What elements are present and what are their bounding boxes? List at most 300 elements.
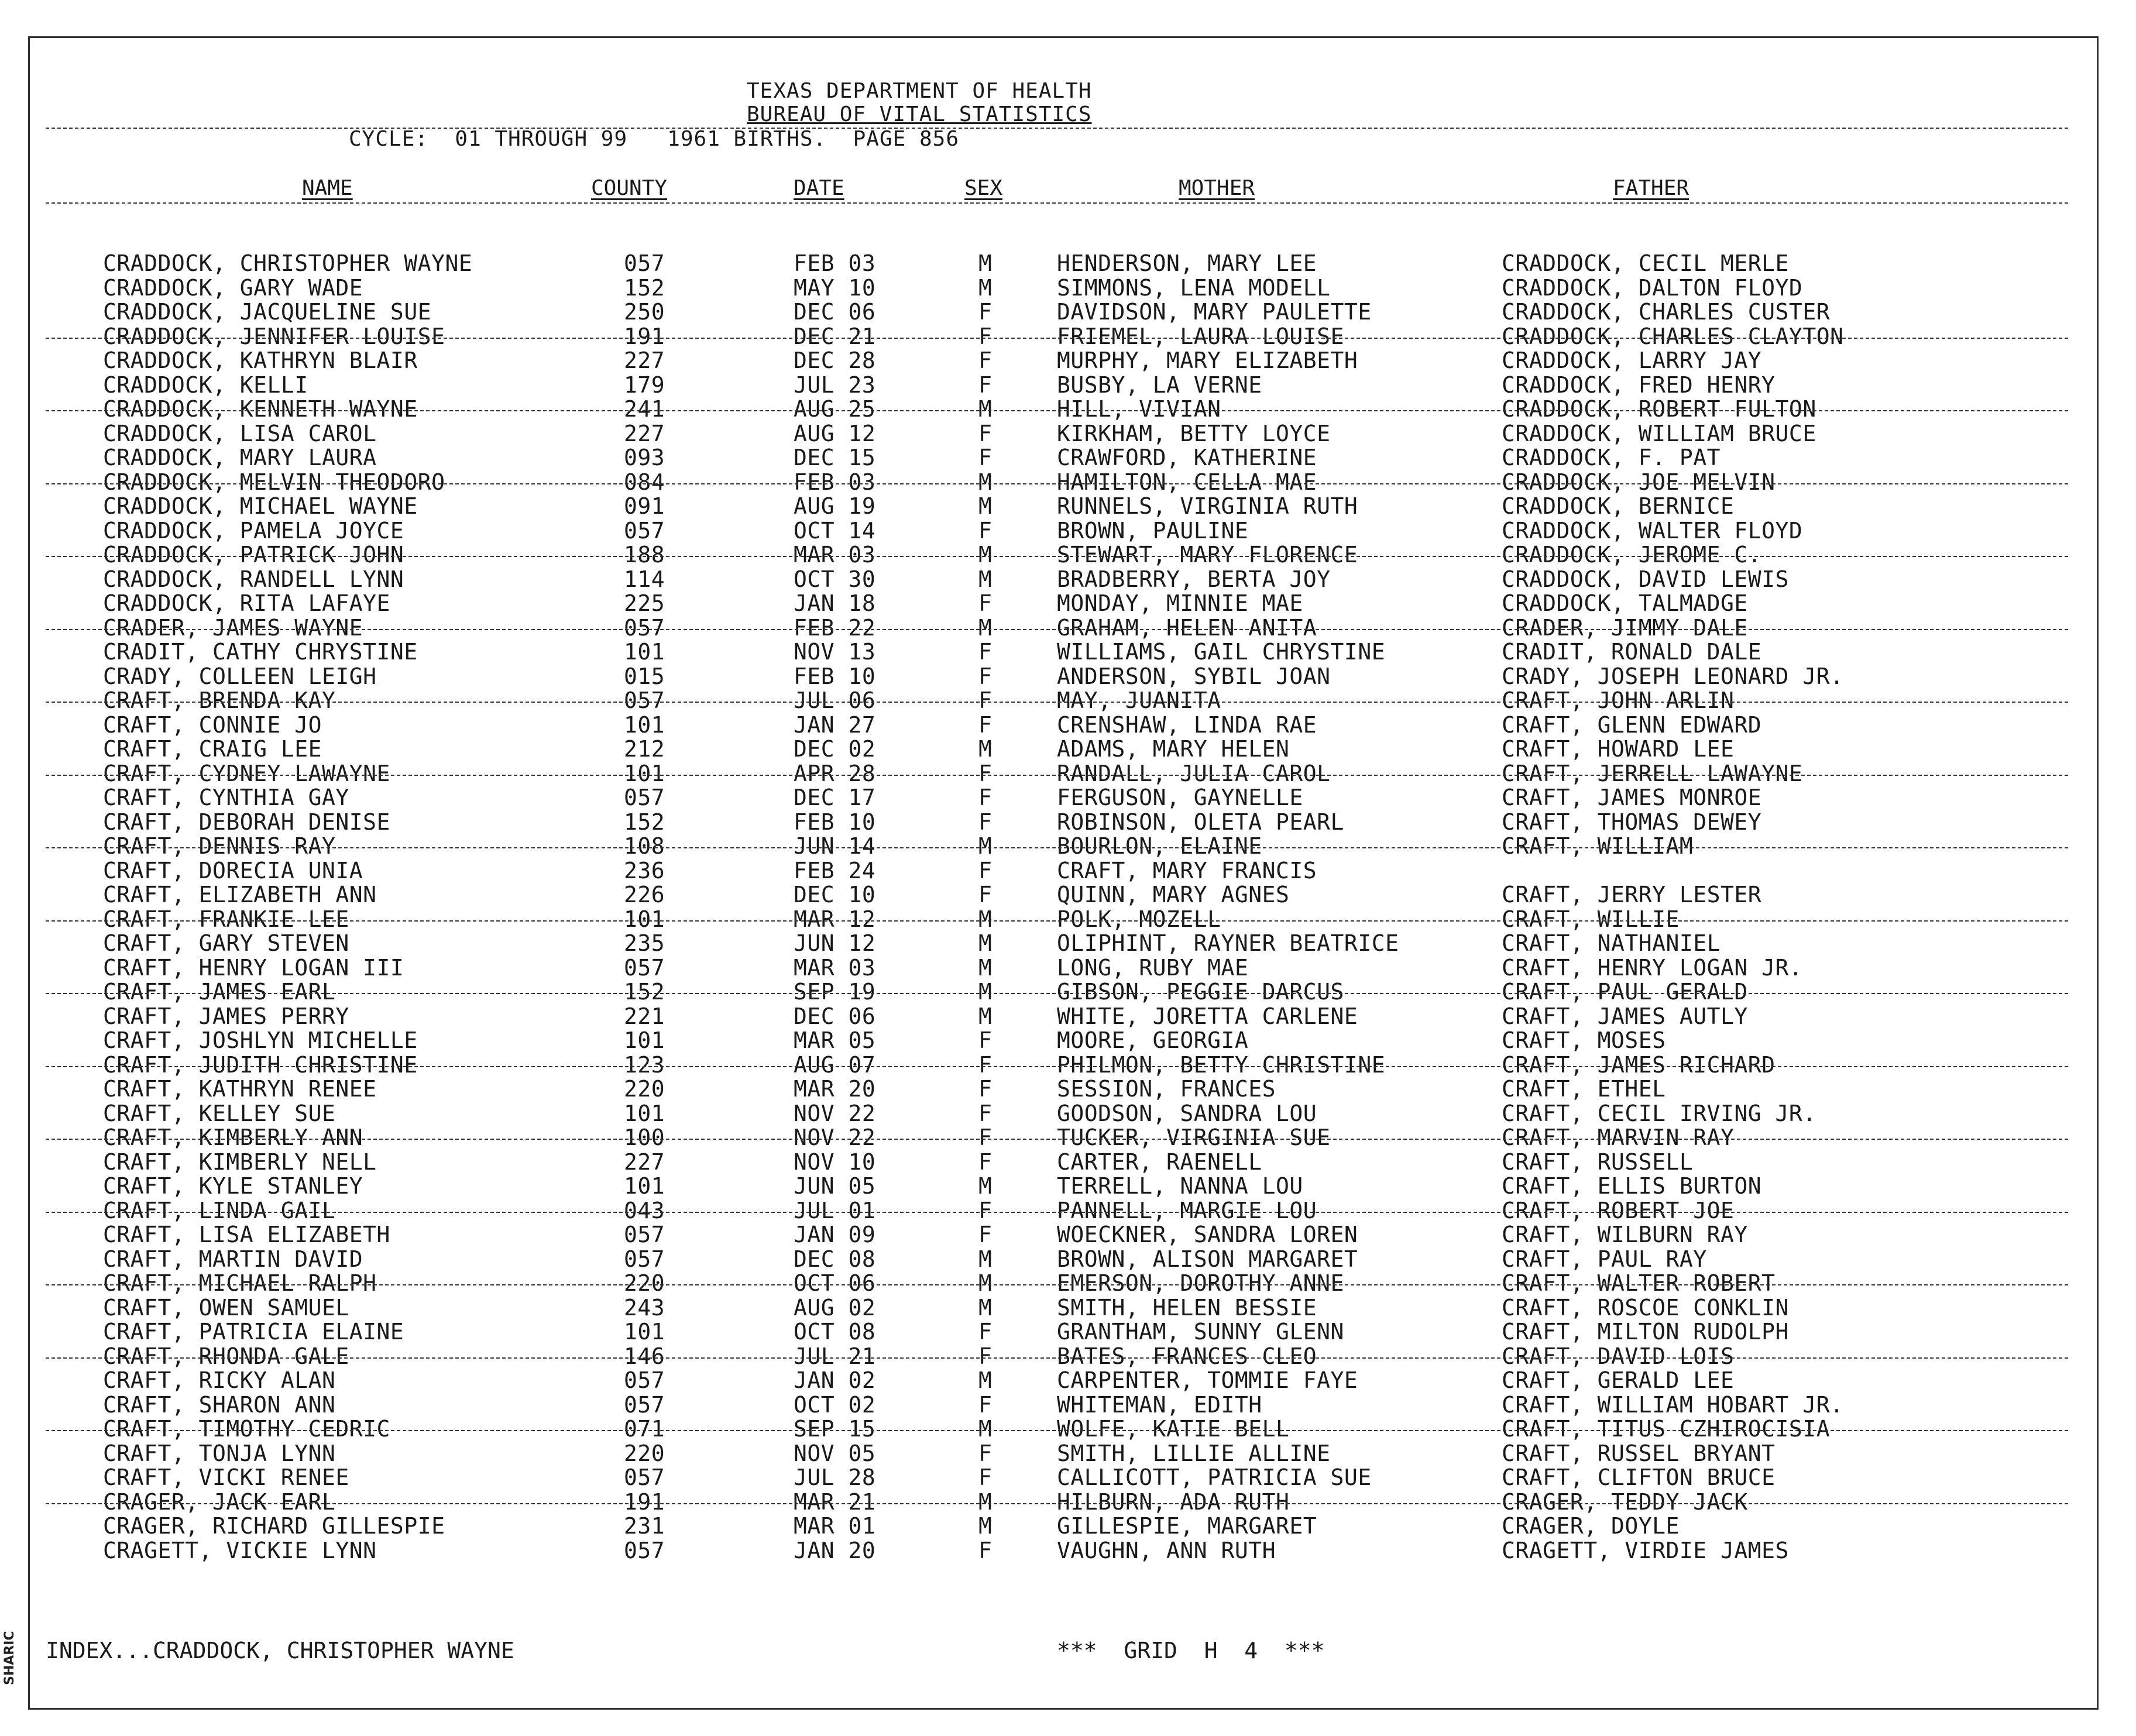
- table-row: [0, 737, 2136, 762]
- mother-cell: WOLFE, KATIE BELL: [1057, 1416, 1290, 1442]
- mother-cell: PANNELL, MARGIE LOU: [1057, 1197, 1317, 1223]
- father-cell: CRAFT, TITUS CZHIROCISIA: [1502, 1416, 1831, 1442]
- name-cell: CRAFT, JOSHLYN MICHELLE: [103, 1027, 418, 1053]
- date-cell: JAN 20: [794, 1537, 876, 1563]
- date-cell: MAR 01: [794, 1513, 876, 1539]
- county-cell: 057: [624, 1246, 665, 1272]
- mother-cell: BATES, FRANCES CLEO: [1057, 1343, 1317, 1369]
- mother-cell: PHILMON, BETTY CHRISTINE: [1057, 1051, 1386, 1078]
- name-cell: CRADDOCK, JENNIFER LOUISE: [103, 323, 445, 349]
- table-row: [0, 1077, 2136, 1102]
- sex-cell: M: [978, 1003, 993, 1029]
- mother-cell: STEWART, MARY FLORENCE: [1057, 542, 1358, 568]
- mother-cell: ANDERSON, SYBIL JOAN: [1057, 663, 1331, 689]
- father-cell: CRADDOCK, CHARLES CUSTER: [1502, 299, 1831, 325]
- table-row: [0, 1126, 2136, 1150]
- bureau-title: BUREAU OF VITAL STATISTICS: [747, 102, 1092, 126]
- name-cell: CRAFT, RICKY ALAN: [103, 1367, 336, 1393]
- father-cell: CRADDOCK, TALMADGE: [1502, 590, 1748, 616]
- name-cell: CRAFT, LISA ELIZABETH: [103, 1222, 390, 1247]
- county-cell: 101: [624, 639, 665, 665]
- name-cell: CRAFT, JAMES PERRY: [103, 1003, 349, 1029]
- date-cell: FEB 22: [794, 614, 876, 641]
- mother-cell: BRADBERRY, BERTA JOY: [1057, 566, 1331, 592]
- father-cell: CRAFT, WILLIAM: [1502, 833, 1694, 859]
- father-cell: CRAFT, GLENN EDWARD: [1502, 711, 1762, 738]
- date-cell: OCT 06: [794, 1270, 876, 1296]
- table-row: [0, 252, 2136, 276]
- father-cell: CRAFT, MARVIN RAY: [1502, 1125, 1735, 1150]
- date-cell: DEC 15: [794, 445, 876, 470]
- sex-cell: M: [978, 1294, 993, 1321]
- sex-cell: M: [978, 1416, 993, 1442]
- date-cell: AUG 19: [794, 493, 876, 519]
- date-cell: FEB 24: [794, 857, 876, 884]
- row-rule: [46, 920, 2068, 922]
- date-cell: NOV 10: [794, 1149, 876, 1175]
- sex-cell: F: [978, 517, 993, 544]
- sex-cell: F: [978, 1100, 993, 1126]
- mother-cell: GOODSON, SANDRA LOU: [1057, 1100, 1317, 1126]
- name-cell: CRAGER, JACK EARL: [103, 1489, 336, 1515]
- table-row: [0, 1223, 2136, 1247]
- county-cell: 114: [624, 566, 665, 592]
- mother-cell: EMERSON, DOROTHY ANNE: [1057, 1270, 1344, 1296]
- sex-cell: M: [978, 979, 993, 1005]
- county-cell: 101: [624, 760, 665, 786]
- table-row: [0, 1271, 2136, 1296]
- county-cell: 101: [624, 1173, 665, 1199]
- table-row: [0, 810, 2136, 835]
- sex-cell: F: [978, 1149, 993, 1175]
- sex-cell: M: [978, 614, 993, 641]
- date-cell: MAR 03: [794, 542, 876, 568]
- father-cell: CRAGER, DOYLE: [1502, 1513, 1680, 1539]
- table-row: [0, 1466, 2136, 1490]
- row-rule: [46, 1212, 2068, 1213]
- county-cell: 057: [624, 1222, 665, 1247]
- mother-cell: WILLIAMS, GAIL CHRYSTINE: [1057, 639, 1386, 665]
- father-cell: CRADDOCK, CHARLES CLAYTON: [1502, 323, 1844, 349]
- mother-cell: CRENSHAW, LINDA RAE: [1057, 711, 1317, 738]
- county-cell: 101: [624, 711, 665, 738]
- county-cell: 057: [624, 1367, 665, 1393]
- date-cell: DEC 28: [794, 348, 876, 373]
- father-cell: CRADDOCK, FRED HENRY: [1502, 372, 1776, 398]
- father-cell: CRAFT, JAMES AUTLY: [1502, 1003, 1748, 1029]
- father-cell: CRAFT, MILTON RUDOLPH: [1502, 1319, 1789, 1345]
- name-cell: CRADIT, CATHY CHRYSTINE: [103, 639, 418, 665]
- county-cell: 241: [624, 396, 665, 422]
- county-cell: 220: [624, 1440, 665, 1466]
- date-cell: JUN 14: [794, 833, 876, 859]
- row-rule: [46, 338, 2068, 339]
- date-cell: DEC 02: [794, 736, 876, 762]
- father-cell: CRADDOCK, CECIL MERLE: [1502, 250, 1789, 276]
- sex-cell: F: [978, 711, 993, 738]
- name-cell: CRAFT, KIMBERLY ANN: [103, 1125, 363, 1150]
- mother-cell: CRAFT, MARY FRANCIS: [1057, 857, 1317, 884]
- row-rule: [46, 1430, 2068, 1431]
- name-cell: CRAFT, VICKI RENEE: [103, 1465, 349, 1490]
- row-rule: [46, 629, 2068, 630]
- sex-cell: F: [978, 1027, 993, 1053]
- table-row: [0, 1247, 2136, 1272]
- sex-cell: F: [978, 857, 993, 884]
- county-cell: 057: [624, 1537, 665, 1563]
- date-cell: SEP 15: [794, 1416, 876, 1442]
- mother-cell: DAVIDSON, MARY PAULETTE: [1057, 299, 1372, 325]
- mother-cell: VAUGHN, ANN RUTH: [1057, 1537, 1276, 1563]
- father-cell: CRAFT, ROBERT JOE: [1502, 1197, 1735, 1223]
- county-cell: 100: [624, 1125, 665, 1150]
- date-cell: DEC 08: [794, 1246, 876, 1272]
- date-cell: NOV 22: [794, 1100, 876, 1126]
- county-cell: 108: [624, 833, 665, 859]
- column-header-mother: MOTHER: [1179, 176, 1255, 200]
- sex-cell: M: [978, 396, 993, 422]
- name-cell: CRADER, JAMES WAYNE: [103, 614, 363, 641]
- mother-cell: BROWN, ALISON MARGARET: [1057, 1246, 1358, 1272]
- sex-cell: F: [978, 1440, 993, 1466]
- county-cell: 243: [624, 1294, 665, 1321]
- name-cell: CRADDOCK, JACQUELINE SUE: [103, 299, 432, 325]
- date-cell: JUL 21: [794, 1343, 876, 1369]
- father-cell: CRADER, JIMMY DALE: [1502, 614, 1748, 641]
- name-cell: CRAFT, KATHRYN RENEE: [103, 1076, 377, 1102]
- father-cell: CRAFT, RUSSELL: [1502, 1149, 1694, 1175]
- table-row: [0, 907, 2136, 932]
- date-cell: DEC 17: [794, 785, 876, 810]
- name-cell: CRADDOCK, CHRISTOPHER WAYNE: [103, 250, 473, 276]
- county-cell: 225: [624, 590, 665, 616]
- sex-cell: F: [978, 639, 993, 665]
- county-cell: 015: [624, 663, 665, 689]
- sex-cell: M: [978, 1513, 993, 1539]
- table-row: [0, 1514, 2136, 1539]
- sex-cell: F: [978, 1537, 993, 1563]
- column-header-county: COUNTY: [591, 176, 668, 200]
- row-rule: [46, 1284, 2068, 1285]
- county-cell: 101: [624, 1100, 665, 1126]
- mother-cell: MONDAY, MINNIE MAE: [1057, 590, 1303, 616]
- father-cell: CRAFT, GERALD LEE: [1502, 1367, 1735, 1393]
- mother-cell: WOECKNER, SANDRA LOREN: [1057, 1222, 1358, 1247]
- sex-cell: F: [978, 1197, 993, 1223]
- date-cell: MAR 20: [794, 1076, 876, 1102]
- mother-cell: BOURLON, ELAINE: [1057, 833, 1262, 859]
- date-cell: JAN 02: [794, 1367, 876, 1393]
- date-cell: JAN 27: [794, 711, 876, 738]
- father-cell: CRAFT, JERRY LESTER: [1502, 882, 1762, 907]
- sex-cell: M: [978, 1367, 993, 1393]
- name-cell: CRAFT, CYNTHIA GAY: [103, 785, 349, 810]
- father-cell: CRAFT, PAUL RAY: [1502, 1246, 1707, 1272]
- date-cell: DEC 21: [794, 323, 876, 349]
- father-cell: CRAFT, NATHANIEL: [1502, 930, 1721, 956]
- mother-cell: ADAMS, MARY HELEN: [1057, 736, 1290, 762]
- father-cell: CRAFT, MOSES: [1502, 1027, 1666, 1053]
- sex-cell: F: [978, 299, 993, 325]
- father-cell: CRADDOCK, BERNICE: [1502, 493, 1735, 519]
- father-cell: CRAFT, DAVID LOIS: [1502, 1343, 1735, 1369]
- table-row: [0, 1296, 2136, 1321]
- father-cell: CRAFT, PAUL GERALD: [1502, 979, 1748, 1005]
- table-row: [0, 786, 2136, 810]
- date-cell: OCT 02: [794, 1391, 876, 1418]
- father-cell: CRAFT, HOWARD LEE: [1502, 736, 1735, 762]
- date-cell: SEP 19: [794, 979, 876, 1005]
- row-rule: [46, 1503, 2068, 1504]
- mother-cell: TERRELL, NANNA LOU: [1057, 1173, 1303, 1199]
- sex-cell: F: [978, 445, 993, 470]
- name-cell: CRADDOCK, RANDELL LYNN: [103, 566, 404, 592]
- index-line: INDEX...CRADDOCK, CHRISTOPHER WAYNE: [46, 1638, 514, 1663]
- county-cell: 101: [624, 906, 665, 932]
- father-cell: CRAFT, ELLIS BURTON: [1502, 1173, 1762, 1199]
- date-cell: FEB 03: [794, 250, 876, 276]
- sex-cell: M: [978, 906, 993, 932]
- father-cell: CRAFT, HENRY LOGAN JR.: [1502, 954, 1803, 981]
- sex-cell: F: [978, 372, 993, 398]
- table-row: [0, 1539, 2136, 1563]
- table-row: [0, 1490, 2136, 1515]
- name-cell: CRAFT, PATRICIA ELAINE: [103, 1319, 404, 1345]
- name-cell: CRAFT, SHARON ANN: [103, 1391, 336, 1418]
- table-row: [0, 1102, 2136, 1126]
- table-row: [0, 349, 2136, 373]
- name-cell: CRADDOCK, MARY LAURA: [103, 445, 377, 470]
- date-cell: JUL 23: [794, 372, 876, 398]
- date-cell: MAR 05: [794, 1027, 876, 1053]
- table-row: [0, 325, 2136, 349]
- table-row: [0, 543, 2136, 568]
- date-cell: FEB 10: [794, 809, 876, 835]
- column-header-father: FATHER: [1613, 176, 1689, 200]
- date-cell: DEC 06: [794, 1003, 876, 1029]
- table-row: [0, 1199, 2136, 1223]
- table-row: [0, 665, 2136, 689]
- name-cell: CRADY, COLLEEN LEIGH: [103, 663, 377, 689]
- county-cell: 236: [624, 857, 665, 884]
- county-cell: 221: [624, 1003, 665, 1029]
- table-row: [0, 519, 2136, 544]
- column-header-date: DATE: [794, 176, 844, 200]
- county-cell: 146: [624, 1343, 665, 1369]
- table-row: [0, 931, 2136, 956]
- name-cell: CRAFT, DEBORAH DENISE: [103, 809, 390, 835]
- table-row: [0, 980, 2136, 1005]
- table-row: [0, 1005, 2136, 1029]
- county-cell: 220: [624, 1270, 665, 1296]
- date-cell: DEC 06: [794, 299, 876, 325]
- name-cell: CRAFT, RHONDA GALE: [103, 1343, 349, 1369]
- name-cell: CRADDOCK, KENNETH WAYNE: [103, 396, 418, 422]
- sex-cell: M: [978, 493, 993, 519]
- agency-title: TEXAS DEPARTMENT OF HEALTH: [747, 79, 1092, 103]
- name-cell: CRAFT, JUDITH CHRISTINE: [103, 1051, 418, 1078]
- father-cell: CRADDOCK, ROBERT FULTON: [1502, 396, 1816, 422]
- sex-cell: F: [978, 420, 993, 446]
- father-cell: CRADDOCK, LARRY JAY: [1502, 348, 1762, 373]
- sex-cell: M: [978, 566, 993, 592]
- father-cell: CRAFT, CECIL IRVING JR.: [1502, 1100, 1816, 1126]
- date-cell: MAR 12: [794, 906, 876, 932]
- name-cell: CRAFT, JAMES EARL: [103, 979, 336, 1005]
- sex-cell: M: [978, 833, 993, 859]
- father-cell: CRADDOCK, WALTER FLOYD: [1502, 517, 1803, 544]
- name-cell: CRAFT, LINDA GAIL: [103, 1197, 336, 1223]
- name-cell: CRAFT, MICHAEL RALPH: [103, 1270, 377, 1296]
- grid-label: *** GRID H 4 ***: [1057, 1638, 1325, 1663]
- sex-cell: F: [978, 1051, 993, 1078]
- father-cell: CRAFT, JAMES MONROE: [1502, 785, 1762, 810]
- mother-cell: BUSBY, LA VERNE: [1057, 372, 1262, 398]
- sex-cell: F: [978, 590, 993, 616]
- mother-cell: RUNNELS, VIRGINIA RUTH: [1057, 493, 1358, 519]
- father-cell: CRADDOCK, DAVID LEWIS: [1502, 566, 1789, 592]
- table-row: [0, 713, 2136, 738]
- name-cell: CRAFT, GARY STEVEN: [103, 930, 349, 956]
- row-rule: [46, 483, 2068, 484]
- mother-cell: GIBSON, PEGGIE DARCUS: [1057, 979, 1344, 1005]
- mother-cell: KIRKHAM, BETTY LOYCE: [1057, 420, 1331, 446]
- sex-cell: M: [978, 930, 993, 956]
- table-row: [0, 494, 2136, 519]
- father-cell: CRADDOCK, JOE MELVIN: [1502, 469, 1776, 495]
- county-cell: 250: [624, 299, 665, 325]
- county-cell: 084: [624, 469, 665, 495]
- date-cell: JUL 01: [794, 1197, 876, 1223]
- father-cell: CRAFT, CLIFTON BRUCE: [1502, 1465, 1776, 1490]
- father-cell: CRADIT, RONALD DALE: [1502, 639, 1762, 665]
- mother-cell: TUCKER, VIRGINIA SUE: [1057, 1125, 1331, 1150]
- date-cell: AUG 07: [794, 1051, 876, 1078]
- table-row: [0, 470, 2136, 495]
- name-cell: CRAFT, CYDNEY LAWAYNE: [103, 760, 390, 786]
- table-row: [0, 640, 2136, 665]
- county-cell: 152: [624, 274, 665, 301]
- county-cell: 057: [624, 517, 665, 544]
- table-row: [0, 422, 2136, 446]
- sex-cell: F: [978, 663, 993, 689]
- sex-cell: F: [978, 1343, 993, 1369]
- row-rule: [46, 775, 2068, 776]
- table-row: [0, 373, 2136, 398]
- sex-cell: F: [978, 1319, 993, 1345]
- county-cell: 057: [624, 1465, 665, 1490]
- county-cell: 043: [624, 1197, 665, 1223]
- mother-cell: SMITH, HELEN BESSIE: [1057, 1294, 1317, 1321]
- table-row: [0, 1393, 2136, 1418]
- date-cell: JUN 12: [794, 930, 876, 956]
- sex-cell: M: [978, 1173, 993, 1199]
- name-cell: CRAFT, OWEN SAMUEL: [103, 1294, 349, 1321]
- mother-cell: POLK, MOZELL: [1057, 906, 1221, 932]
- mother-cell: WHITE, JORETTA CARLENE: [1057, 1003, 1358, 1029]
- father-cell: CRADY, JOSEPH LEONARD JR.: [1502, 663, 1844, 689]
- name-cell: CRADDOCK, MICHAEL WAYNE: [103, 493, 418, 519]
- date-cell: OCT 30: [794, 566, 876, 592]
- father-cell: CRAFT, WALTER ROBERT: [1502, 1270, 1776, 1296]
- county-cell: 188: [624, 542, 665, 568]
- father-cell: CRAFT, JOHN ARLIN: [1502, 687, 1735, 713]
- table-row: [0, 834, 2136, 859]
- mother-cell: RANDALL, JULIA CAROL: [1057, 760, 1331, 786]
- mother-cell: WHITEMAN, EDITH: [1057, 1391, 1262, 1418]
- sex-cell: M: [978, 250, 993, 276]
- county-cell: 152: [624, 809, 665, 835]
- sex-cell: F: [978, 809, 993, 835]
- father-cell: CRAGER, TEDDY JACK: [1502, 1489, 1748, 1515]
- name-cell: CRAFT, KIMBERLY NELL: [103, 1149, 377, 1175]
- name-cell: CRAFT, KELLEY SUE: [103, 1100, 336, 1126]
- name-cell: CRADDOCK, PATRICK JOHN: [103, 542, 404, 568]
- father-cell: CRAGETT, VIRDIE JAMES: [1502, 1537, 1789, 1563]
- table-row: [0, 883, 2136, 907]
- father-cell: CRAFT, JERRELL LAWAYNE: [1502, 760, 1803, 786]
- county-cell: 179: [624, 372, 665, 398]
- name-cell: CRADDOCK, KATHRYN BLAIR: [103, 348, 418, 373]
- row-rule: [46, 847, 2068, 848]
- county-cell: 227: [624, 1149, 665, 1175]
- father-cell: CRADDOCK, WILLIAM BRUCE: [1502, 420, 1816, 446]
- father-cell: CRAFT, WILLIAM HOBART JR.: [1502, 1391, 1844, 1418]
- county-cell: 191: [624, 1489, 665, 1515]
- mother-cell: FERGUSON, GAYNELLE: [1057, 785, 1303, 810]
- side-tag: SHARIC: [2, 1631, 17, 1685]
- mother-cell: CARTER, RAENELL: [1057, 1149, 1262, 1175]
- mother-cell: MURPHY, MARY ELIZABETH: [1057, 348, 1358, 373]
- name-cell: CRAFT, HENRY LOGAN III: [103, 954, 404, 981]
- county-cell: 235: [624, 930, 665, 956]
- county-cell: 123: [624, 1051, 665, 1078]
- row-rule: [46, 556, 2068, 557]
- sex-cell: M: [978, 736, 993, 762]
- sex-cell: F: [978, 1076, 993, 1102]
- mother-cell: CRAWFORD, KATHERINE: [1057, 445, 1317, 470]
- table-row: [0, 1417, 2136, 1442]
- sex-cell: M: [978, 1246, 993, 1272]
- mother-cell: SMITH, LILLIE ALLINE: [1057, 1440, 1331, 1466]
- table-row: [0, 1174, 2136, 1199]
- county-cell: 101: [624, 1027, 665, 1053]
- table-row: [0, 1369, 2136, 1393]
- county-cell: 057: [624, 1391, 665, 1418]
- sex-cell: F: [978, 760, 993, 786]
- mother-cell: GILLESPIE, MARGARET: [1057, 1513, 1317, 1539]
- name-cell: CRAFT, DORECIA UNIA: [103, 857, 363, 884]
- table-row: [0, 1029, 2136, 1053]
- mother-cell: CALLICOTT, PATRICIA SUE: [1057, 1465, 1372, 1490]
- table-row: [0, 300, 2136, 325]
- date-cell: AUG 25: [794, 396, 876, 422]
- row-rule: [46, 1139, 2068, 1140]
- sex-cell: F: [978, 323, 993, 349]
- name-cell: CRAFT, ELIZABETH ANN: [103, 882, 377, 907]
- mother-cell: HILL, VIVIAN: [1057, 396, 1221, 422]
- mother-cell: CARPENTER, TOMMIE FAYE: [1057, 1367, 1358, 1393]
- mother-cell: ROBINSON, OLETA PEARL: [1057, 809, 1344, 835]
- county-cell: 057: [624, 614, 665, 641]
- date-cell: FEB 03: [794, 469, 876, 495]
- mother-cell: GRAHAM, HELEN ANITA: [1057, 614, 1317, 641]
- name-cell: CRAGER, RICHARD GILLESPIE: [103, 1513, 445, 1539]
- county-cell: 093: [624, 445, 665, 470]
- table-row: [0, 956, 2136, 981]
- name-cell: CRADDOCK, PAMELA JOYCE: [103, 517, 404, 544]
- table-row: [0, 1345, 2136, 1369]
